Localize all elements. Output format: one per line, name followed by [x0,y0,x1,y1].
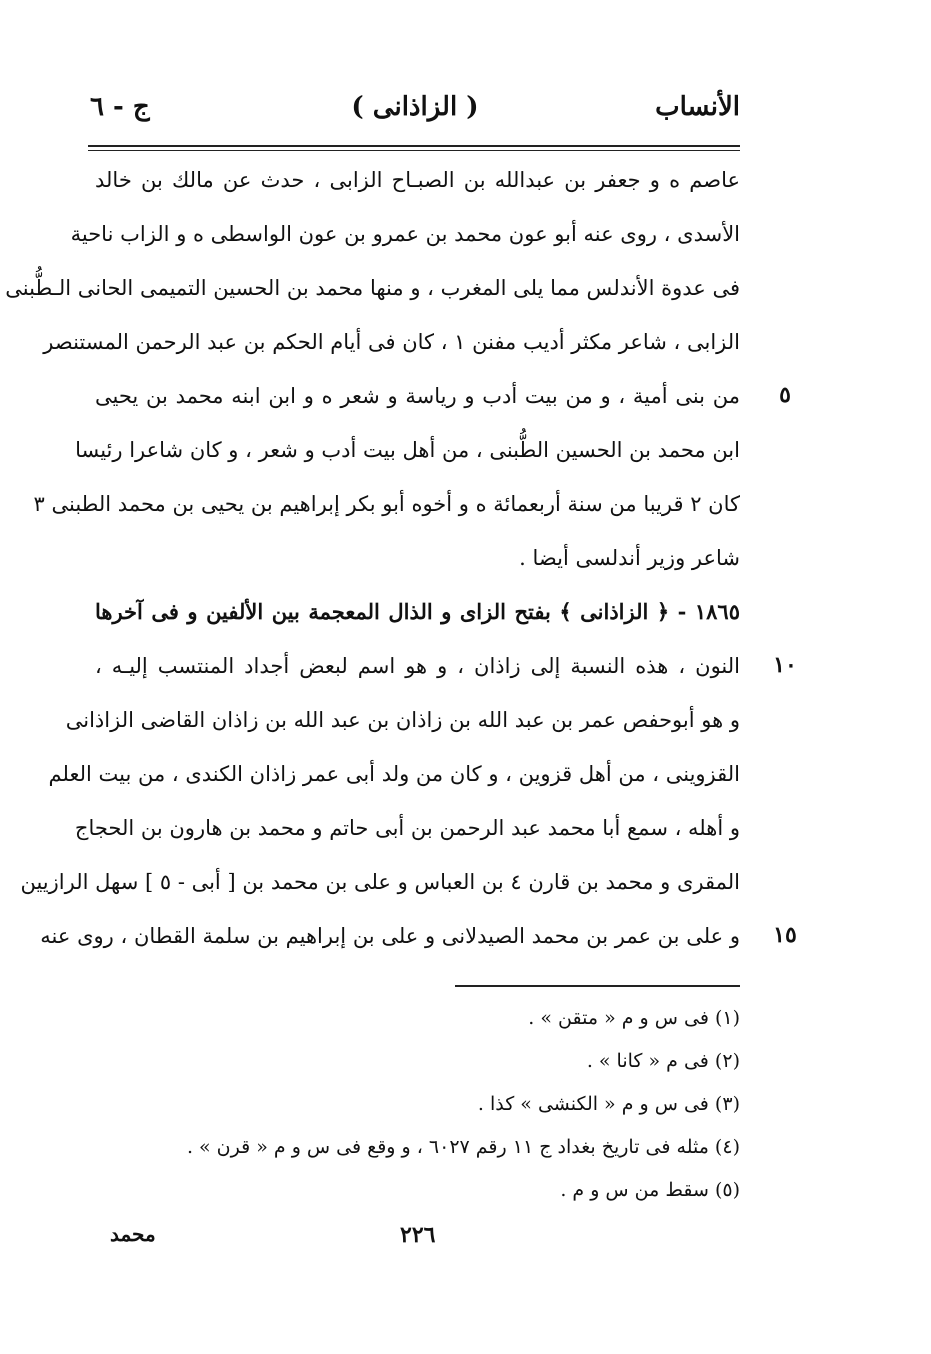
text-line: و هو أبوحفص عمر بن عبد الله بن زاذان بن عبد الله بن زاذان القاضى الزاذانى [65,708,740,732]
main-text [5,160,740,970]
text-line: و أهله ، سمع أبا محمد عبد الرحمن بن أبى حاتم و محمد بن هارون بن الحجاج [74,816,740,840]
running-header [90,92,740,132]
header-entry-title: ( الزاذانى ) [351,92,479,122]
text-line: القزوينى ، من أهل قزوين ، و كان من ولد أبى عمر زاذان الكندى ، من بيت العلم [48,762,740,786]
line-number-5: ٥ [779,382,791,408]
line-number-15: ١٥ [773,922,797,948]
footnote-1: (١) فى س و م « متقن » . [528,1007,740,1029]
footnote-rule [455,985,740,987]
catchword: محمد [110,1222,156,1246]
text-line: المقرى و محمد بن قارن ٤ بن العباس و على بن محمد بن [ أبى - ٥ ] سهل الرازيين [20,870,740,894]
header-volume: ج - ٦ [90,92,150,122]
text-line: شاعر وزير أندلسى أيضا . [519,546,740,570]
text-line: و على بن عمر بن محمد الصيدلانى و على بن إبراهيم بن سلمة القطان ، روى عنه [40,924,740,948]
text-line: الزابى ، شاعر مكثر أديب مفنن ١ ، كان فى أيام الحكم بن عبد الرحمن المستنصر [43,330,740,354]
footnote-2: (٢) فى م « كانا » . [586,1050,740,1072]
text-line: النون ، هذه النسبة إلى زاذان ، و هو اسم لبعض أجداد المنتسب إليـه ، [95,654,740,678]
text-line: كان ٢ قريبا من سنة أربعمائة ه و أخوه أبو بكر إبراهيم بن يحيى بن محمد الطبنى ٣ [33,492,740,516]
text-line: عاصم ه و جعفر بن عبدالله بن الصبـاح الزابى ، حدث عن مالك بن خالد [95,168,740,192]
entry-heading-line: ١٨٦٥ - ﴿ الزاذانى ﴾ بفتح الزاى و الذال المعجمة بين الألفين و فى آخرها [95,599,740,624]
header-book-title: الأنساب [655,92,740,122]
text-line: من بنى أمية ، و من بيت أدب و رياسة و شعر ه و ابن ابنه محمد بن يحيى [95,384,740,408]
footnote-4: (٤) مثله فى تاريخ بغداد ج ١١ رقم ٦٠٢٧ ، و وقع فى س و م « قرن » . [186,1136,740,1158]
text-line: الأسدى ، روى عنه أبو عون محمد بن عمرو بن عون الواسطى ه و الزاب ناحية [70,222,740,246]
header-rule-thick [88,145,740,147]
page-number: ٢٢٦ [400,1222,436,1248]
line-number-10: ١٠ [773,652,797,678]
footnote-5: (٥) سقط من س و م . [560,1179,740,1201]
text-line: فى عدوة الأندلس مما يلى المغرب ، و منها محمد بن الحسين التميمى الحانى الـطُّبنى [5,276,740,300]
footnotes [150,1000,740,1215]
footnote-3: (٣) فى س و م « الكنشى » كذا . [477,1093,740,1115]
text-line: ابن محمد بن الحسين الطُّبنى ، من أهل بيت أدب و شعر ، و كان شاعرا رئيسا [75,438,740,462]
header-rule-thin [88,150,740,151]
